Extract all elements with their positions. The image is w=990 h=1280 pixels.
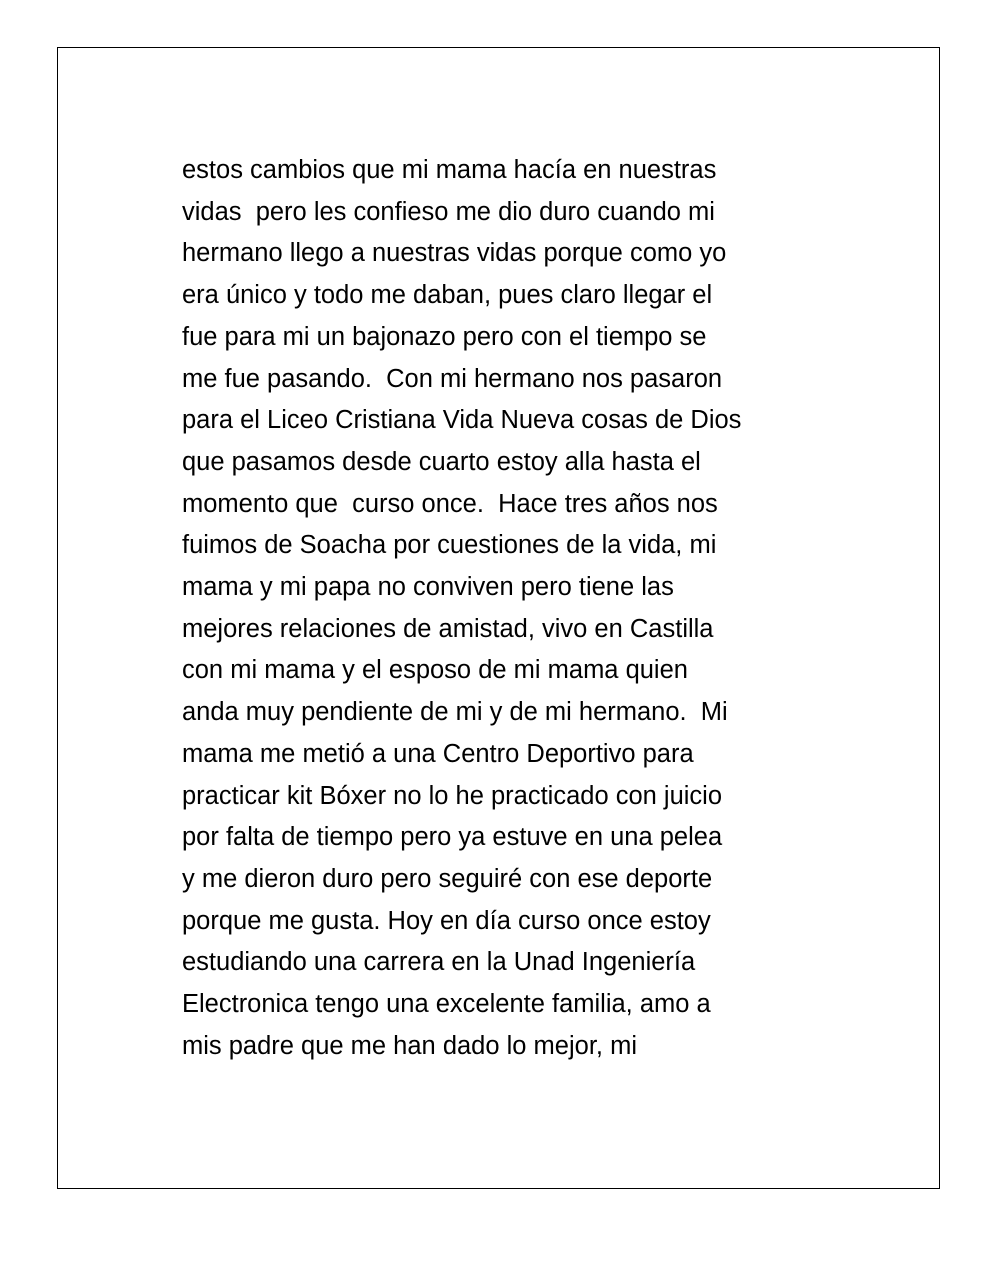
text-line: anda muy pendiente de mi y de mi hermano. Mi — [182, 698, 728, 727]
text-line: mis padre que me han dado lo mejor, mi — [182, 1031, 637, 1060]
text-line: estos cambios que mi mama hacía en nuestras — [182, 156, 717, 184]
text-line: vidas pero les confieso me dio duro cuando mi — [182, 197, 715, 226]
text-line: me fue pasando. Con mi hermano nos pasaron — [182, 364, 723, 393]
text-line: mejores relaciones de amistad, vivo en Castilla — [182, 614, 714, 643]
text-line: estudiando una carrera en la Unad Ingeniería — [182, 948, 696, 977]
text-line: fue para mi un bajonazo pero con el tiempo se — [182, 322, 707, 351]
text-line: y me dieron duro pero seguiré con ese deporte — [182, 864, 713, 893]
text-line: porque me gusta. Hoy en día curso once estoy — [182, 906, 711, 935]
text-line: mama me metió a una Centro Deportivo para — [182, 739, 694, 768]
text-line: Electronica tengo una excelente familia, amo a — [182, 990, 711, 1019]
text-line: que pasamos desde cuarto estoy alla hasta el — [182, 447, 701, 476]
text-line: con mi mama y el esposo de mi mama quien — [182, 656, 688, 685]
text-line: era único y todo me daban, pues claro llegar el — [182, 281, 713, 310]
text-line: mama y mi papa no conviven pero tiene las — [182, 573, 674, 602]
text-line: practicar kit Bóxer no lo he practicado con juicio — [182, 781, 723, 810]
text-line: para el Liceo Cristiana Vida Nueva cosas de Dios — [182, 406, 742, 435]
text-line: momento que curso once. Hace tres años nos — [182, 489, 718, 518]
text-line: por falta de tiempo pero ya estuve en una pelea — [182, 823, 723, 852]
text-line: fuimos de Soacha por cuestiones de la vida, mi — [182, 531, 717, 560]
text-line: hermano llego a nuestras vidas porque como yo — [182, 239, 727, 268]
body-text — [182, 150, 862, 1067]
